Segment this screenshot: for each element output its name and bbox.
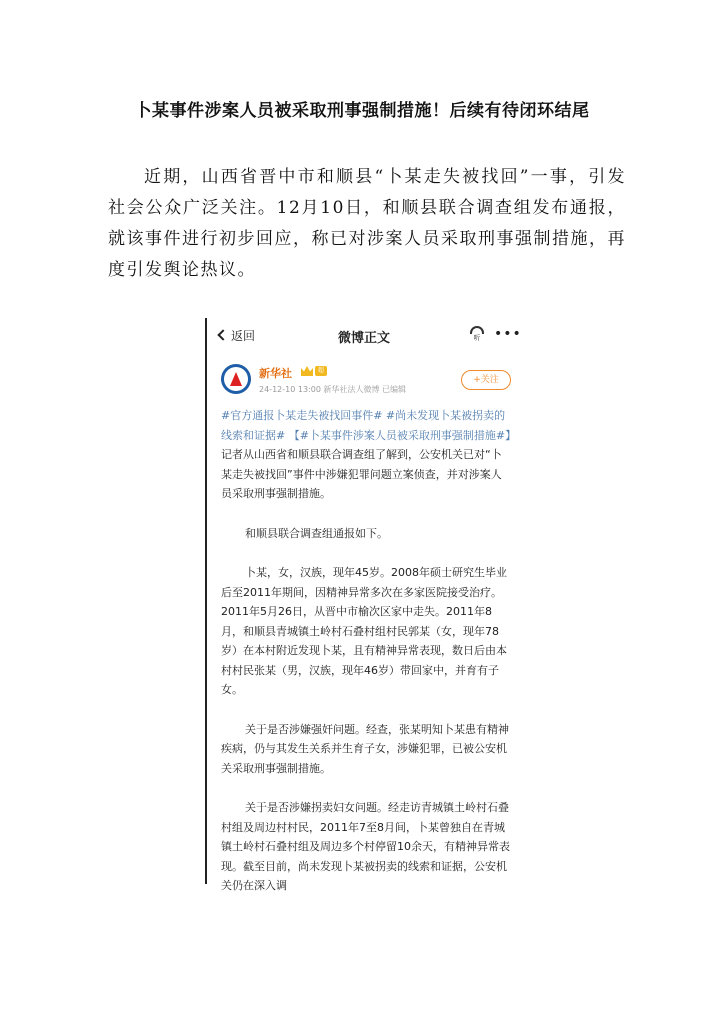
page-title: 微博正文: [337, 331, 390, 346]
post-paragraph: 关于是否涉嫌强奸问题。经查，张某明知卜某患有精神疾病，仍与其发生关系并生育子女，涉嫌犯罪，已被公安机关采取刑事强制措施。: [221, 722, 509, 775]
topic-tags-link[interactable]: #官方通报卜某走失被找回事件# #尚未发现卜某被拐卖的线索和证据# 【#卜某事件涉案人员被采取刑事强制措施#】: [221, 409, 517, 442]
post-body: [221, 406, 517, 896]
weibo-screenshot: [205, 318, 522, 892]
weibo-nav-bar: [207, 318, 521, 352]
post-lead-text: 记者从山西省和顺县联合调查组了解到，公安机关已对“卜某走失被找回”事件中涉嫌犯罪问题立案侦查，并对涉案人员采取刑事强制措施。: [221, 448, 502, 500]
follow-button[interactable]: +关注: [461, 370, 511, 390]
post-meta: 24-12-10 13:00 新华社法人微博 已编辑: [259, 385, 406, 394]
article-intro: 近期，山西省晋中市和顺县“卜某走失被找回”一事，引发社会公众广泛关注。12月10日，和顺县联合调查组发布通报，就该事件进行初步回应，称已对涉案人员采取刑事强制措施，再度引发舆论热议。: [108, 167, 626, 280]
article-title: 卜某事件涉案人员被采取刑事强制措施！后续有待闭环结尾: [134, 101, 590, 121]
member-badge: 超: [315, 366, 327, 376]
post-lead-paragraph: [221, 406, 517, 504]
listen-label: 听: [473, 334, 481, 342]
post-paragraph: 和顺县联合调查组通报如下。: [245, 526, 388, 540]
crown-icon: [301, 366, 313, 376]
headphones-icon: [470, 326, 484, 334]
listen-button[interactable]: [464, 326, 490, 344]
username[interactable]: 新华社: [259, 367, 292, 380]
avatar[interactable]: [221, 364, 251, 394]
post-paragraph: 卜某，女，汉族，现年45岁。2008年硕士研究生毕业后至2011年期间，因精神异常多次在多家医院接受治疗。2011年5月26日，从晋中市榆次区家中走失。2011年8月，和顺县青城镇土岭村石叠村组村民郭某（女，现年78岁）在本村附近发现卜某，且有精神异常表现，数日后由本村村民张某（男，汉族，现年46岁）带回家中，并育有子女。: [221, 566, 507, 696]
post-paragraph: 关于是否涉嫌拐卖妇女问题。经走访青城镇土岭村石叠村组及周边村村民，2011年7至8月间，卜某曾独自在青城镇土岭村石叠村组及周边多个村停留10余天，有精神异常表现。截至目前，尚未发现卜某被拐卖的线索和证据，公安机关仍在深入调: [221, 801, 510, 892]
more-options-icon[interactable]: •••: [494, 326, 522, 342]
back-label: 返回: [231, 329, 256, 343]
